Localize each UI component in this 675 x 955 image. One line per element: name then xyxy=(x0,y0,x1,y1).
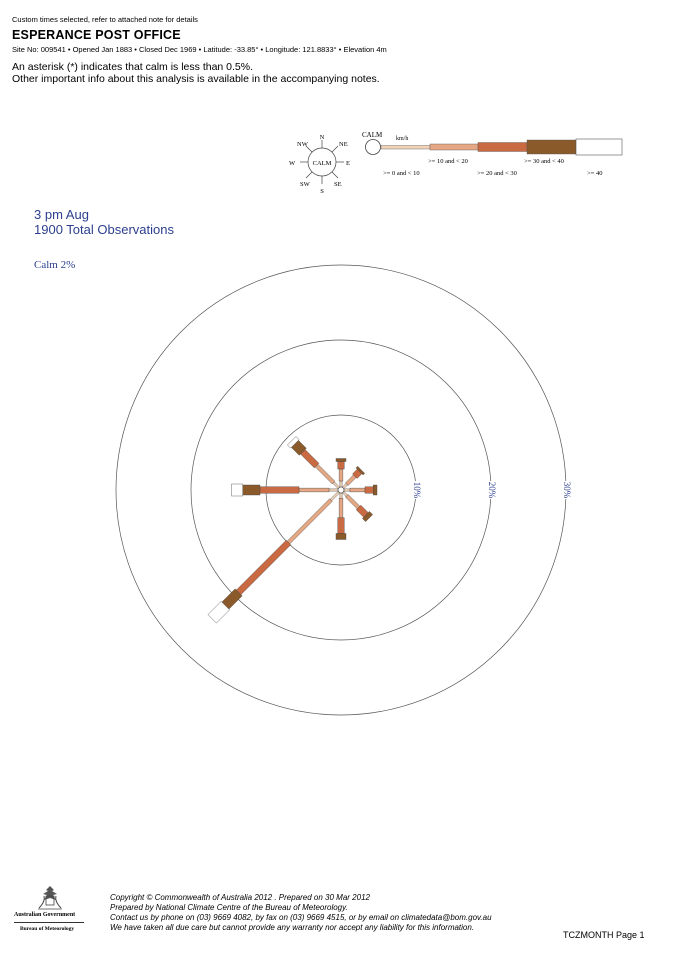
calm-center-circle xyxy=(338,487,344,493)
legend-calm-label: CALM xyxy=(362,131,383,139)
rose-ring-labels xyxy=(411,481,572,499)
bar-n-class-2 xyxy=(338,462,345,470)
calm-asterisk-note: An asterisk (*) indicates that calm is less than 0.5%. xyxy=(12,61,254,73)
legend-label-class-2: >= 20 and < 30 xyxy=(477,170,517,177)
bar-n-class-1 xyxy=(339,469,343,481)
bar-nw-class-2 xyxy=(301,450,319,468)
bar-sw-class-2 xyxy=(236,540,290,594)
legend-bar-class-1 xyxy=(430,144,478,150)
compass-nw: NW xyxy=(297,141,308,148)
bar-se-class-1 xyxy=(345,494,359,508)
legend-bar-class-2 xyxy=(478,143,527,152)
arm-ne xyxy=(340,466,365,491)
page-label: TCZMONTH Page 1 xyxy=(563,930,645,940)
bar-w-class-2 xyxy=(260,487,299,494)
legend-bar-class-3 xyxy=(527,140,576,154)
compass-center-label: CALM xyxy=(312,160,332,167)
legend-unit: km/h xyxy=(396,136,409,142)
compass-se: SE xyxy=(334,181,342,188)
bar-nw-class-1 xyxy=(315,464,335,484)
legend-bar-class-4 xyxy=(576,139,622,155)
bar-n-class-3 xyxy=(336,459,346,462)
prepared-by-line: Prepared by National Climate Centre of the Bureau of Meteorology. xyxy=(110,903,348,912)
compass-e: E xyxy=(346,160,350,167)
ring-label-30: 30% xyxy=(561,481,572,499)
bar-e-class-2 xyxy=(365,487,373,494)
total-observations: 1900 Total Observations xyxy=(34,222,174,237)
bar-e-class-0 xyxy=(344,489,350,491)
bar-sw-class-0 xyxy=(330,491,340,501)
bar-s-class-1 xyxy=(339,498,343,518)
period-label: 3 pm Aug xyxy=(34,207,89,222)
legend-label-class-3: >= 30 and < 40 xyxy=(524,158,564,165)
bar-w-class-3 xyxy=(243,485,260,495)
legend-label-class-0: >= 0 and < 10 xyxy=(383,170,420,177)
legend-label-class-4: >= 40 xyxy=(587,170,603,177)
accompanying-notes-info: Other important info about this analysis is available in the accompanying notes. xyxy=(12,73,380,85)
bar-e-class-1 xyxy=(350,488,365,492)
copyright-line: Copyright © Commonwealth of Australia 2012 . Prepared on 30 Mar 2012 xyxy=(110,893,370,902)
calm-percentage: Calm 2% xyxy=(34,259,76,271)
bar-s-class-2 xyxy=(338,518,345,534)
ring-label-10: 10% xyxy=(411,481,422,499)
bar-sw-class-1 xyxy=(287,499,332,544)
legend-label-class-1: >= 10 and < 20 xyxy=(428,158,468,165)
footer-divider xyxy=(14,922,84,923)
arm-e xyxy=(344,485,377,495)
rose-arms xyxy=(208,436,377,623)
compass-s: S xyxy=(320,188,324,195)
arm-nw xyxy=(287,436,343,492)
government-name: Australian Government xyxy=(14,912,76,918)
compass-ne: NE xyxy=(339,141,348,148)
bar-n-class-0 xyxy=(340,481,342,487)
arm-se xyxy=(340,489,373,522)
bar-ne-class-1 xyxy=(345,475,356,486)
site-info: Site No: 009541 • Opened Jan 1883 • Closed Dec 1969 • Latitude: -33.85° • Longitude: 121.8833° • Elevation 4m xyxy=(12,45,387,54)
bureau-name: Bureau of Meteorology xyxy=(20,926,75,932)
speed-legend xyxy=(362,131,622,177)
arm-w xyxy=(232,484,339,496)
compass-key xyxy=(289,134,350,195)
disclaimer-line: We have taken all due care but cannot provide any warranty nor accept any liability for this information. xyxy=(110,923,475,932)
station-name: ESPERANCE POST OFFICE xyxy=(12,28,181,42)
bar-e-class-3 xyxy=(373,485,377,495)
ring-label-20: 20% xyxy=(486,481,497,499)
compass-w: W xyxy=(289,160,296,167)
bar-nw-class-0 xyxy=(333,482,340,489)
arm-s xyxy=(336,493,346,540)
compass-sw: SW xyxy=(300,181,310,188)
arm-sw xyxy=(208,488,343,623)
legend-bar-class-0 xyxy=(381,146,430,150)
compass-n: N xyxy=(319,134,325,141)
bar-w-class-4 xyxy=(232,484,243,496)
legend-calm-circle xyxy=(366,140,381,155)
arm-n xyxy=(336,459,346,488)
bar-w-class-0 xyxy=(329,489,338,491)
footer-text xyxy=(110,893,570,933)
bar-s-class-0 xyxy=(340,493,342,498)
custom-times-note: Custom times selected, refer to attached note for details xyxy=(12,15,198,24)
bar-s-class-3 xyxy=(336,534,346,540)
contact-line: Contact us by phone on (03) 9669 4082, by fax on (03) 9669 4515, or by email on climatedata@bom.gov.au xyxy=(110,913,492,922)
bar-w-class-1 xyxy=(299,488,329,492)
